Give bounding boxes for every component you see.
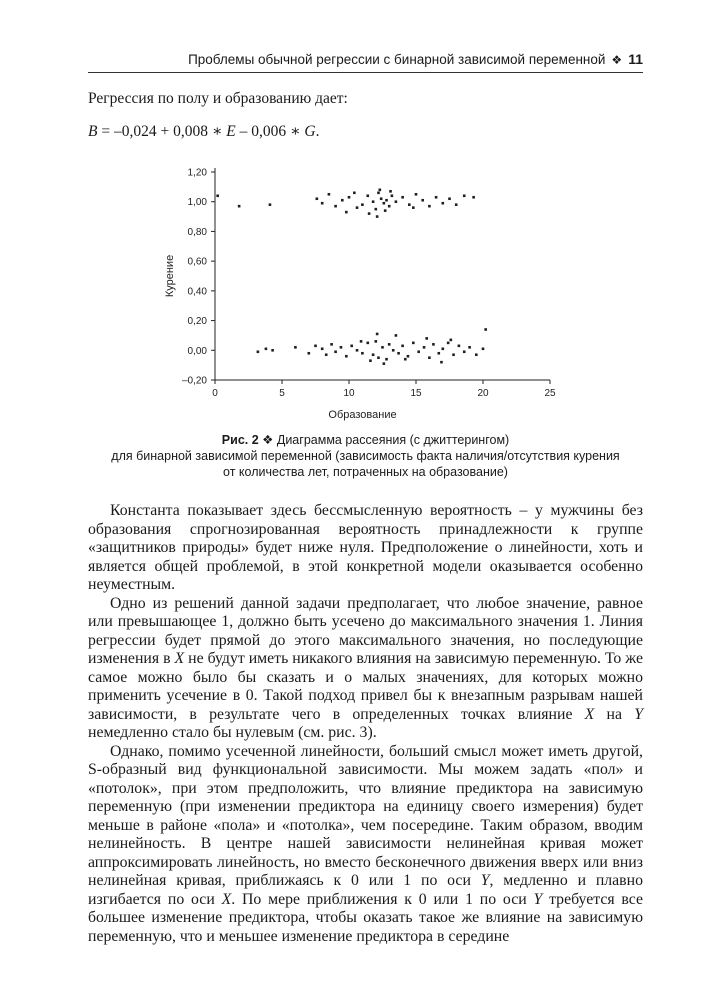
data-point (484, 328, 487, 331)
y-tick-label: 0,20 (187, 316, 207, 328)
data-point (468, 346, 471, 349)
data-point (360, 340, 363, 343)
data-point (389, 190, 392, 193)
data-point (325, 353, 328, 356)
data-point (345, 211, 348, 214)
data-point (341, 199, 344, 202)
data-point (442, 202, 445, 205)
data-point (334, 205, 337, 208)
x-tick-label: 0 (212, 388, 218, 399)
caption-line-1: Диаграмма рассеяния (с джиттерингом) (276, 433, 510, 447)
data-point (455, 203, 458, 206)
data-point (368, 212, 371, 215)
data-point (440, 361, 443, 364)
y-tick-label: 0,80 (187, 226, 207, 238)
x-axis-label: Образование (328, 409, 397, 421)
data-point (401, 196, 404, 199)
data-point (395, 334, 398, 337)
data-point (404, 358, 407, 361)
data-point (482, 348, 485, 351)
data-point (366, 194, 369, 197)
data-point (377, 192, 380, 195)
y-tick-label: 0,00 (187, 345, 207, 357)
data-point (447, 342, 450, 345)
data-point (372, 353, 375, 356)
data-point (376, 215, 379, 218)
data-point (377, 356, 380, 359)
header-separator-icon: ❖ (611, 53, 623, 67)
intro-text: Регрессия по полу и образованию дает: (88, 90, 348, 107)
data-point (428, 356, 431, 359)
caption-line-2: для бинарной зависимой переменной (зависимость факта наличия/отсутствия курения (111, 449, 620, 463)
data-point (294, 346, 297, 349)
x-tick-label: 15 (410, 388, 422, 399)
data-point (356, 206, 359, 209)
data-point (412, 206, 415, 209)
data-point (348, 196, 351, 199)
data-point (391, 194, 394, 197)
data-point (366, 342, 369, 345)
data-point (380, 197, 383, 200)
data-point (448, 197, 451, 200)
y-tick-label: 1,00 (187, 197, 207, 209)
data-point (375, 340, 378, 343)
data-point (432, 343, 435, 346)
data-point (369, 359, 372, 362)
page-number: 11 (628, 51, 643, 67)
data-point (388, 343, 391, 346)
data-point (321, 348, 324, 351)
y-tick-label: 0,60 (187, 256, 207, 268)
x-tick-label: 5 (279, 388, 285, 399)
data-point (412, 342, 415, 345)
y-tick-label: 1,20 (187, 167, 207, 179)
data-point (321, 202, 324, 205)
data-point (316, 197, 319, 200)
data-point (340, 346, 343, 349)
data-point (308, 352, 311, 355)
data-point (423, 346, 426, 349)
running-header (88, 46, 643, 73)
x-tick-label: 20 (477, 388, 489, 399)
data-point (334, 350, 337, 353)
data-point (383, 202, 386, 205)
x-tick-label: 10 (343, 388, 355, 399)
regression-formula (88, 122, 319, 141)
x-tick-label: 25 (544, 388, 556, 399)
data-point (463, 350, 466, 353)
data-point (415, 193, 418, 196)
data-point (271, 349, 274, 352)
data-point (314, 345, 317, 348)
data-point (442, 348, 445, 351)
caption-separator-icon: ❖ (262, 433, 274, 447)
data-point (392, 349, 395, 352)
data-point (384, 209, 387, 212)
data-point (353, 192, 356, 195)
data-point (238, 205, 241, 208)
data-point (350, 345, 353, 348)
data-point (472, 196, 475, 199)
data-point (257, 350, 260, 353)
paragraph-2: Одно из решений данной задачи предполагает, что любое значение, равное или превышающее 1, должно быть усечено до максимального значения 1. Линия регрессии будет прямой до этого максимального значения, но последующие изменения в X не будут иметь никакого влияния на зависимую переменную. То же самое можно было бы сказать и о малых значениях, для которых можно применить усечение в 0. Такой подход привел бы к внезапным разрывам нашей зависимости, в результате чего в определенных точках влияние X на Y немедленно стало бы нулевым (см. рис. 3). (88, 594, 643, 741)
data-point (356, 349, 359, 352)
body-text (88, 502, 643, 946)
header-title: Проблемы обычной регрессии с бинарной зависимой переменной (188, 52, 606, 67)
data-point (408, 203, 411, 206)
data-point (463, 194, 466, 197)
data-point (372, 200, 375, 203)
y-axis-label: Курение (164, 254, 176, 298)
data-point (417, 350, 420, 353)
y-tick-label: 0,40 (187, 286, 207, 298)
data-point (383, 362, 386, 365)
data-point (401, 345, 404, 348)
data-point (397, 352, 400, 355)
data-point (428, 205, 431, 208)
data-point (265, 348, 268, 351)
data-point (458, 345, 461, 348)
data-point (385, 199, 388, 202)
data-point (381, 346, 384, 349)
data-point (395, 200, 398, 203)
data-point (328, 193, 331, 196)
data-point (375, 208, 378, 211)
data-point (330, 343, 333, 346)
data-point (361, 203, 364, 206)
figure-caption (88, 432, 643, 480)
caption-line-3: от количества лет, потраченных на образование) (223, 465, 508, 479)
formula-text: B = –0,024 + 0,008 ∗ E – 0,006 ∗ G. (88, 123, 320, 140)
data-point (388, 205, 391, 208)
data-point (452, 353, 455, 356)
data-point (379, 189, 382, 192)
data-point (376, 333, 379, 336)
scatter-chart (150, 160, 570, 425)
data-point (421, 199, 424, 202)
data-point (425, 337, 428, 340)
data-point (435, 196, 438, 199)
paragraph-1: Константа показывает здесь бессмысленную вероятность – у мужчины без образования спрогнозированная вероятность принадлежности к группе «защитников природы» будет ниже нуля. Предположение о линейности, хоть и является общей проблемой, в этой конкретной модели оказывается особенно неуместным. (88, 502, 643, 593)
data-point (345, 355, 348, 358)
data-point (269, 203, 272, 206)
paragraph-3: Однако, помимо усеченной линейности, больший смысл может иметь другой, S-образный вид функциональной зависимости. Мы можем задать «пол» и «потолок», при этом предположить, что влияние предиктора на зависимую переменную (при изменении предиктора на единицу своего измерения) будет меньше в районе «пола» и «потолка», чем посередине. Таким образом, вводим нелинейность. В центре нашей зависимости нелинейная кривая может аппроксимировать линейность, но вместо бесконечного движения вверх или вниз нелинейная кривая, приближаясь к 0 или 1 по оси Y, медленно и плавно изгибается по оси X. По мере приближения к 0 или 1 по оси Y требуется все большее изменение предиктора, чтобы оказать такое же влияние на зависимую переменную, что и меньшее изменение предиктора в середине (88, 742, 643, 945)
data-point (475, 353, 478, 356)
caption-label: Рис. 2 (221, 433, 259, 447)
y-tick-label: –0,20 (181, 375, 207, 387)
data-point (385, 358, 388, 361)
data-point (407, 355, 410, 358)
data-point (361, 352, 364, 355)
data-point (216, 194, 219, 197)
data-point (450, 339, 453, 342)
data-point (437, 352, 440, 355)
